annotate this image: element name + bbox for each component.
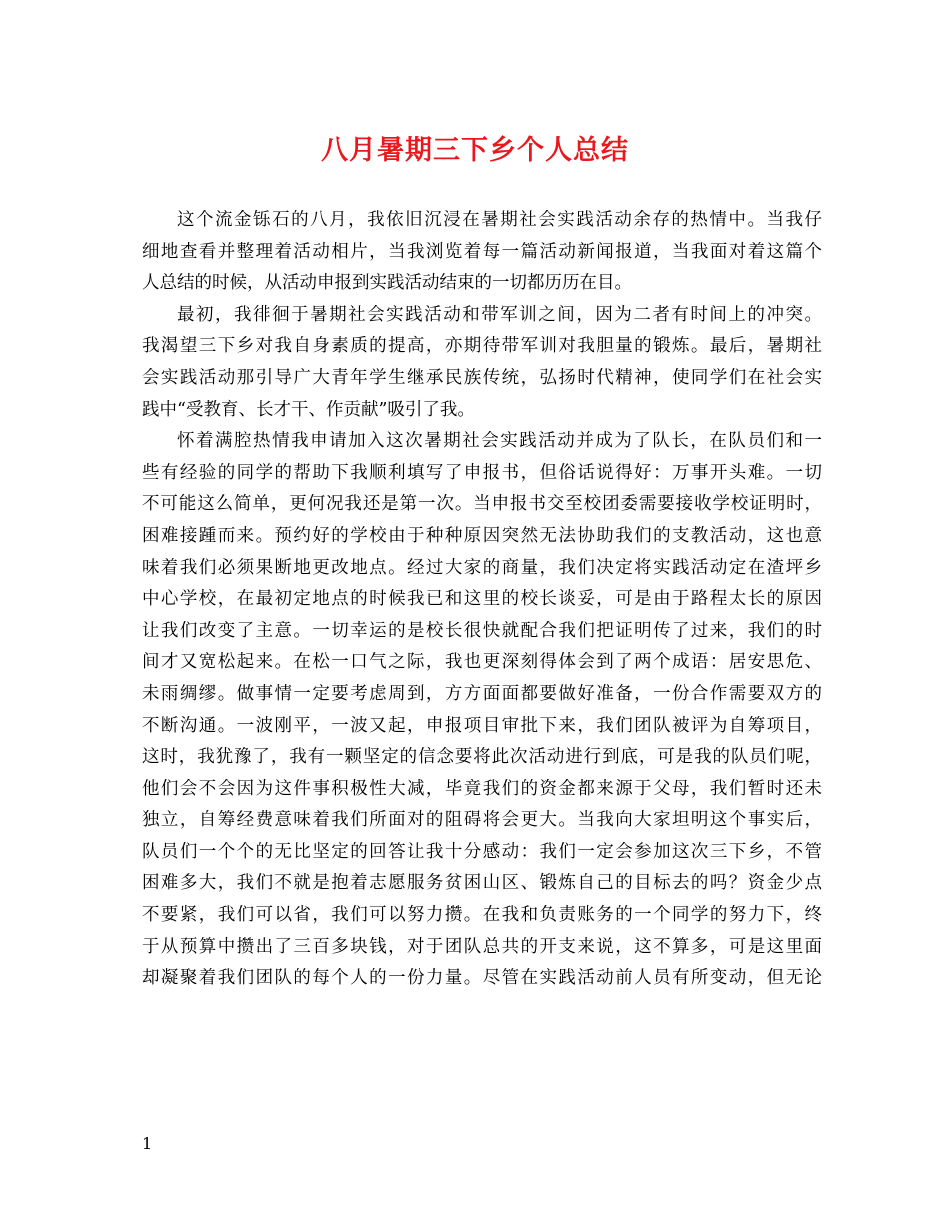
body-line: 中心学校，在最初定地点的时候我已和这里的校长谈妥，可是由于路程太长的原因 xyxy=(142,589,822,610)
body-line: 这个流金铄石的八月，我依旧沉浸在暑期社会实践活动余存的热情中。当我仔 xyxy=(177,210,822,230)
body-line: 独立，自筹经费意味着我们所面对的阻碍将会更大。当我向大家坦明这个事实后， xyxy=(142,810,822,831)
body-line: 最初，我徘徊于暑期社会实践活动和带军训之间，因为二者有时间上的冲突。 xyxy=(177,304,822,325)
body-line: 间才又宽松起来。在松一口气之际，我也更深刻得体会到了两个成语：居安思危、 xyxy=(142,652,822,673)
page-number: 1 xyxy=(142,1134,153,1153)
body-line: 怀着满腔热情我申请加入这次暑期社会实践活动并成为了队长，在队员们和一 xyxy=(177,431,822,452)
body-line: 践中“受教育、长才干、作贡献”吸引了我。 xyxy=(142,399,475,420)
body-line: 他们会不会因为这件事积极性大减，毕竟我们的资金都来源于父母，我们暂时还未 xyxy=(142,778,822,799)
body-line: 些有经验的同学的帮助下我顺利填写了申报书，但俗话说得好：万事开头难。一切 xyxy=(142,462,822,483)
document-title: 八月暑期三下乡个人总结 xyxy=(321,135,629,166)
body-line: 不要紧，我们可以省，我们可以努力攒。在我和负责账务的一个同学的努力下，终 xyxy=(142,905,822,926)
body-line: 会实践活动那引导广大青年学生继承民族传统，弘扬时代精神，使同学们在社会实 xyxy=(142,367,822,388)
body-line: 未雨绸缪。做事情一定要考虑周到，方方面面都要做好准备，一份合作需要双方的 xyxy=(142,683,822,704)
body-line: 不可能这么简单，更何况我还是第一次。当申报书交至校团委需要接收学校证明时， xyxy=(142,494,822,515)
body-line: 却凝聚着我们团队的每个人的一份力量。尽管在实践活动前人员有所变动，但无论 xyxy=(142,968,822,989)
body-line: 不断沟通。一波刚平，一波又起，申报项目审批下来，我们团队被评为自筹项目， xyxy=(142,715,822,736)
body-line: 我渴望三下乡对我自身素质的提高，亦期待带军训对我胆量的锻炼。最后，暑期社 xyxy=(142,336,822,357)
body-line: 人总结的时候，从活动申报到实践活动结束的一切都历历在目。 xyxy=(142,273,632,294)
body-line: 让我们改变了主意。一切幸运的是校长很快就配合我们把证明传了过来，我们的时 xyxy=(142,620,822,641)
body-line: 于从预算中攒出了三百多块钱，对于团队总共的开支来说，这不算多，可是这里面 xyxy=(142,936,822,957)
body-line: 这时，我犹豫了，我有一颗坚定的信念要将此次活动进行到底，可是我的队员们呢， xyxy=(142,747,822,768)
body-line: 困难接踵而来。预约好的学校由于种种原因突然无法协助我们的支教活动，这也意 xyxy=(142,525,822,546)
body-line: 困难多大，我们不就是抱着志愿服务贫困山区、锻炼自己的目标去的吗？资金少点 xyxy=(142,873,822,894)
body-line: 细地查看并整理着活动相片，当我浏览着每一篇活动新闻报道，当我面对着这篇个 xyxy=(142,241,822,262)
body-line: 味着我们必须果断地更改地点。经过大家的商量，我们决定将实践活动定在渣坪乡 xyxy=(142,557,822,578)
document-body xyxy=(142,205,822,995)
body-line: 队员们一个个的无比坚定的回答让我十分感动：我们一定会参加这次三下乡，不管 xyxy=(142,841,822,862)
